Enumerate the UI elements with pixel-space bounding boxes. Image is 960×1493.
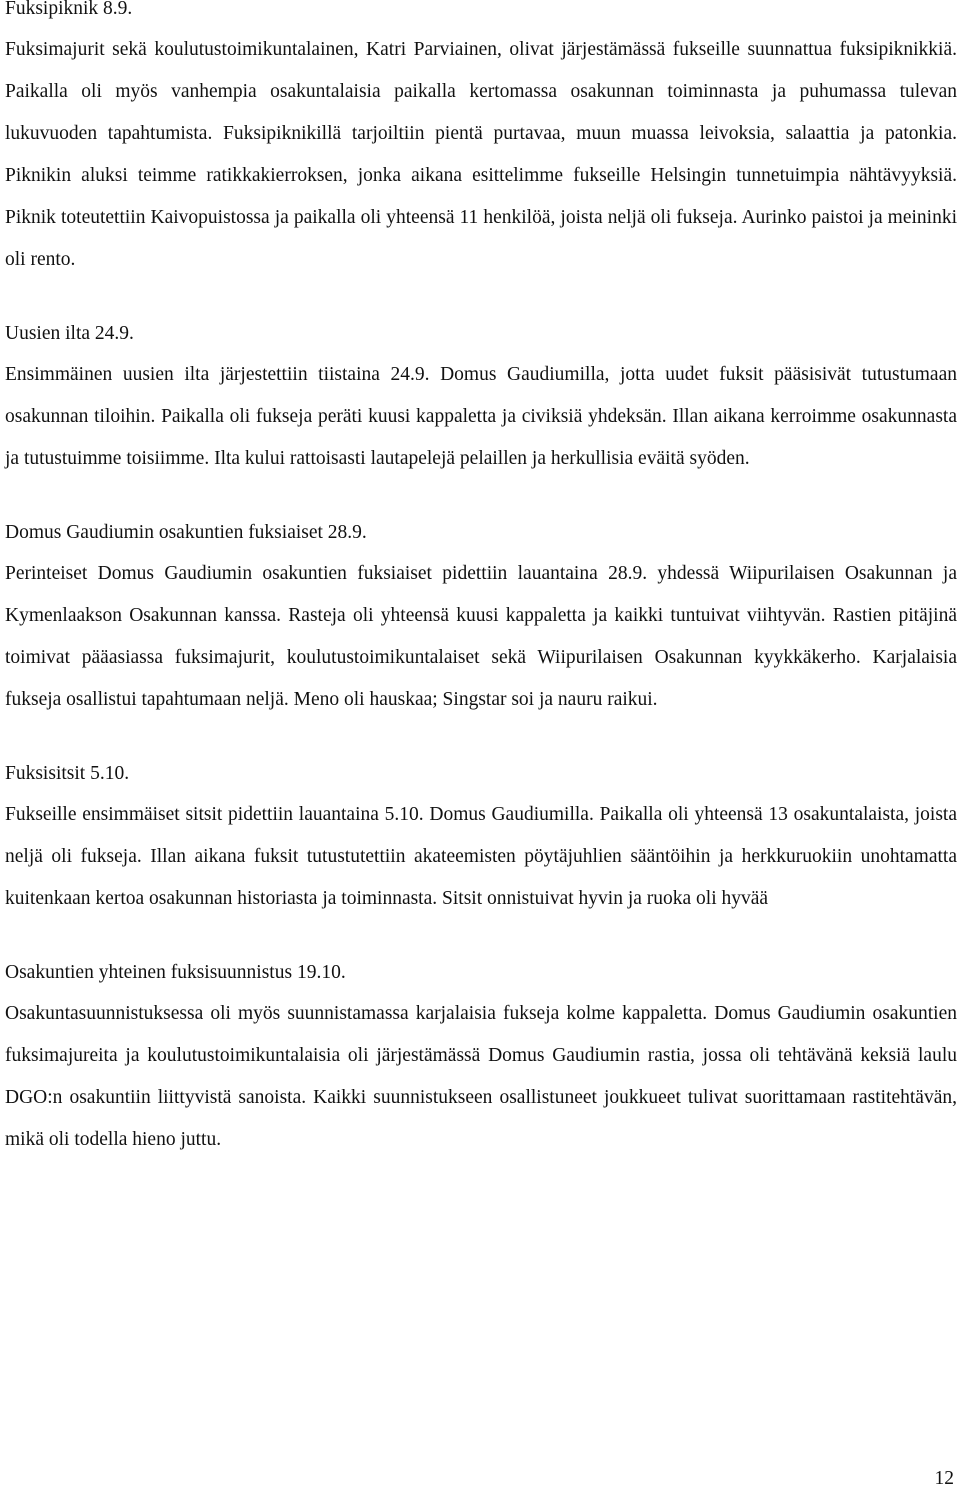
section-fuksipiknik <box>5 0 957 281</box>
section-paragraph: Fukseille ensimmäiset sitsit pidettiin lauantaina 5.10. Domus Gaudiumilla. Paikalla oli yhteensä 13 osakuntalaista, joista neljä oli fukseja. Illan aikana fuksit tutustutettiin akateemisten pöytäjuhlien sääntöihin ja herkkuruokiin unohtamatta kuitenkaan kertoa osakunnan historiasta ja toiminnasta. Sitsit onnistuivat hyvin ja ruoka oli hyvää <box>5 804 957 909</box>
section-paragraph: Perinteiset Domus Gaudiumin osakuntien fuksiaiset pidettiin lauantaina 28.9. yhdessä Wiipurilaisen Osakunnan ja Kymenlaakson Osakunnan kanssa. Rasteja oli yhteensä kuusi kappaletta ja kaikki tuntuivat viihtyvän. Rastien pitäjinä toimivat pääasiassa fuksimajurit, koulutustoimikuntalaiset sekä Wiipurilaisen Osakunnan kyykkäkerho. Karjalaisia fukseja osallistui tapahtumaan neljä. Meno oli hauskaa; Singstar soi ja nauru raikui. <box>5 563 957 710</box>
section-heading: Domus Gaudiumin osakuntien fuksiaiset 28.9. <box>5 522 367 543</box>
document-body <box>5 0 957 1161</box>
section-paragraph: Osakuntasuunnistuksessa oli myös suunnistamassa karjalaisia fukseja kolme kappaletta. Domus Gaudiumin osakuntien fuksimajureita ja koulutustoimikuntalaisia oli järjestämässä Domus Gaudiumin rastia, jossa oli tehtävänä keksiä laulu DGO:n osakuntiin liittyvistä sanoista. Kaikki suunnistukseen osallistuneet joukkueet tulivat suorittamaan rastitehtävän, mikä oli todella hieno juttu. <box>5 1003 957 1150</box>
section-fuksisitsit <box>5 763 957 920</box>
section-heading: Uusien ilta 24.9. <box>5 323 134 344</box>
section-heading: Fuksisitsit 5.10. <box>5 763 130 784</box>
page-number: 12 <box>934 1468 954 1489</box>
section-heading: Osakuntien yhteinen fuksisuunnistus 19.10. <box>5 962 346 983</box>
section-uusien-ilta <box>5 323 957 480</box>
section-heading: Fuksipiknik 8.9. <box>5 0 133 19</box>
section-fuksisuunnistus <box>5 962 957 1161</box>
section-paragraph: Ensimmäinen uusien ilta järjestettiin tiistaina 24.9. Domus Gaudiumilla, jotta uudet fuksit pääsisivät tutustumaan osakunnan tiloihin. Paikalla oli fukseja peräti kuusi kappaletta ja civiksiä yhdeksän. Illan aikana kerroimme osakunnasta ja tutustuimme toisiimme. Ilta kului rattoisasti lautapelejä pelaillen ja herkullisia eväitä syöden. <box>5 364 957 469</box>
section-paragraph: Fuksimajurit sekä koulutustoimikuntalainen, Katri Parviainen, olivat järjestämässä fukseille suunnattua fuksipiknikkiä. Paikalla oli myös vanhempia osakuntalaisia paikalla kertomassa osakunnan toiminnasta ja puhumassa tulevan lukuvuoden tapahtumista. Fuksipiknikillä tarjoiltiin pientä purtavaa, muun muassa leivoksia, salaattia ja patonkia. Piknikin aluksi teimme ratikkakierroksen, jonka aikana esittelimme fukseille Helsingin tunnetuimpia nähtävyyksiä. Piknik toteutettiin Kaivopuistossa ja paikalla oli yhteensä 11 henkilöä, joista neljä oli fukseja. Aurinko paistoi ja meininki oli rento. <box>5 39 957 270</box>
section-fuksiaiset <box>5 522 957 721</box>
